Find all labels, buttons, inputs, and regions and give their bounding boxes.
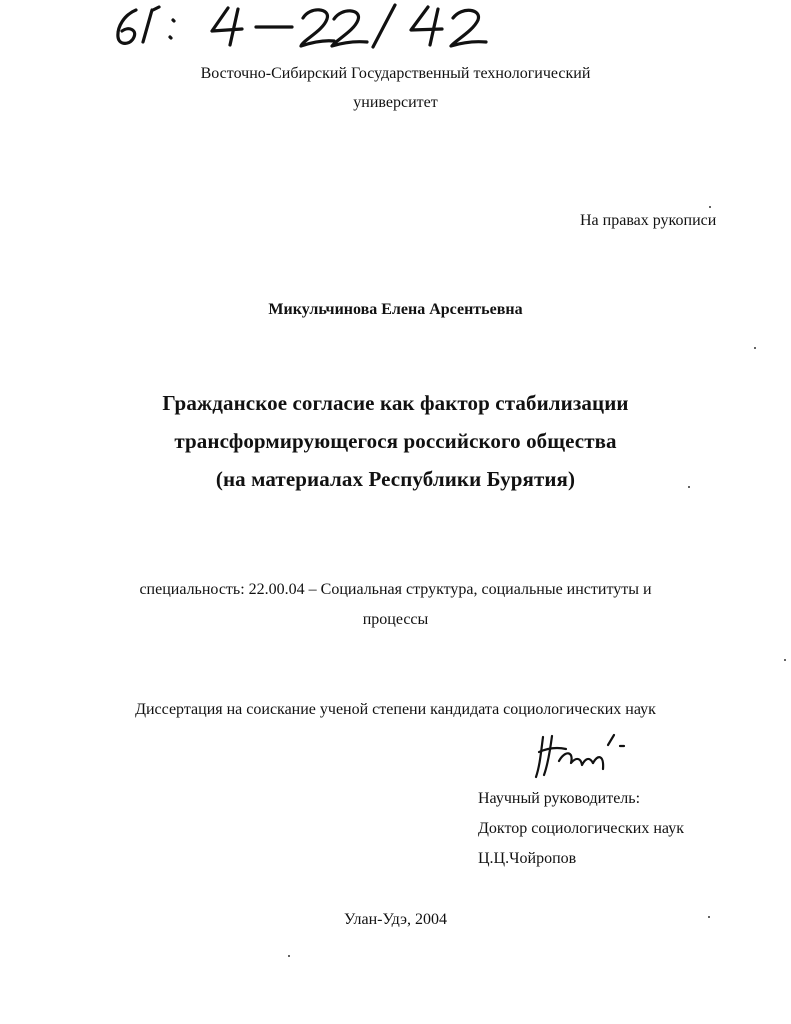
paper-speck — [288, 955, 290, 957]
paper-speck — [708, 916, 710, 918]
supervisor-name: Ц.Ц.Чойропов — [478, 850, 577, 867]
specialty-line-1: специальность: 22.00.04 – Социальная структура, социальные институты и — [139, 581, 652, 598]
dissertation-statement: Диссертация на соискание ученой степени кандидата социологических наук — [135, 701, 656, 718]
author-name: Микульчинова Елена Арсентьевна — [268, 301, 523, 318]
institution-line-1: Восточно-Сибирский Государственный технологический — [200, 65, 591, 82]
title-line-2: трансформирующегося российского общества — [174, 429, 617, 453]
handwritten-library-code — [112, 2, 492, 50]
city-and-year: Улан-Удэ, 2004 — [344, 911, 447, 928]
institution-line-2: университет — [353, 94, 438, 111]
paper-speck — [688, 486, 690, 488]
title-line-3: (на материалах Республики Бурятия) — [215, 467, 576, 491]
supervisor-label: Научный руководитель: — [478, 790, 641, 807]
specialty-line-2: процессы — [362, 611, 429, 628]
paper-speck — [709, 206, 711, 208]
supervisor-degree: Доктор социологических наук — [478, 820, 684, 837]
title-line-1: Гражданское согласие как фактор стабилизации — [162, 391, 629, 415]
paper-speck — [754, 347, 756, 349]
paper-speck — [784, 659, 786, 661]
handwritten-signature — [528, 728, 640, 784]
rights-notice: На правах рукописи — [580, 212, 717, 229]
